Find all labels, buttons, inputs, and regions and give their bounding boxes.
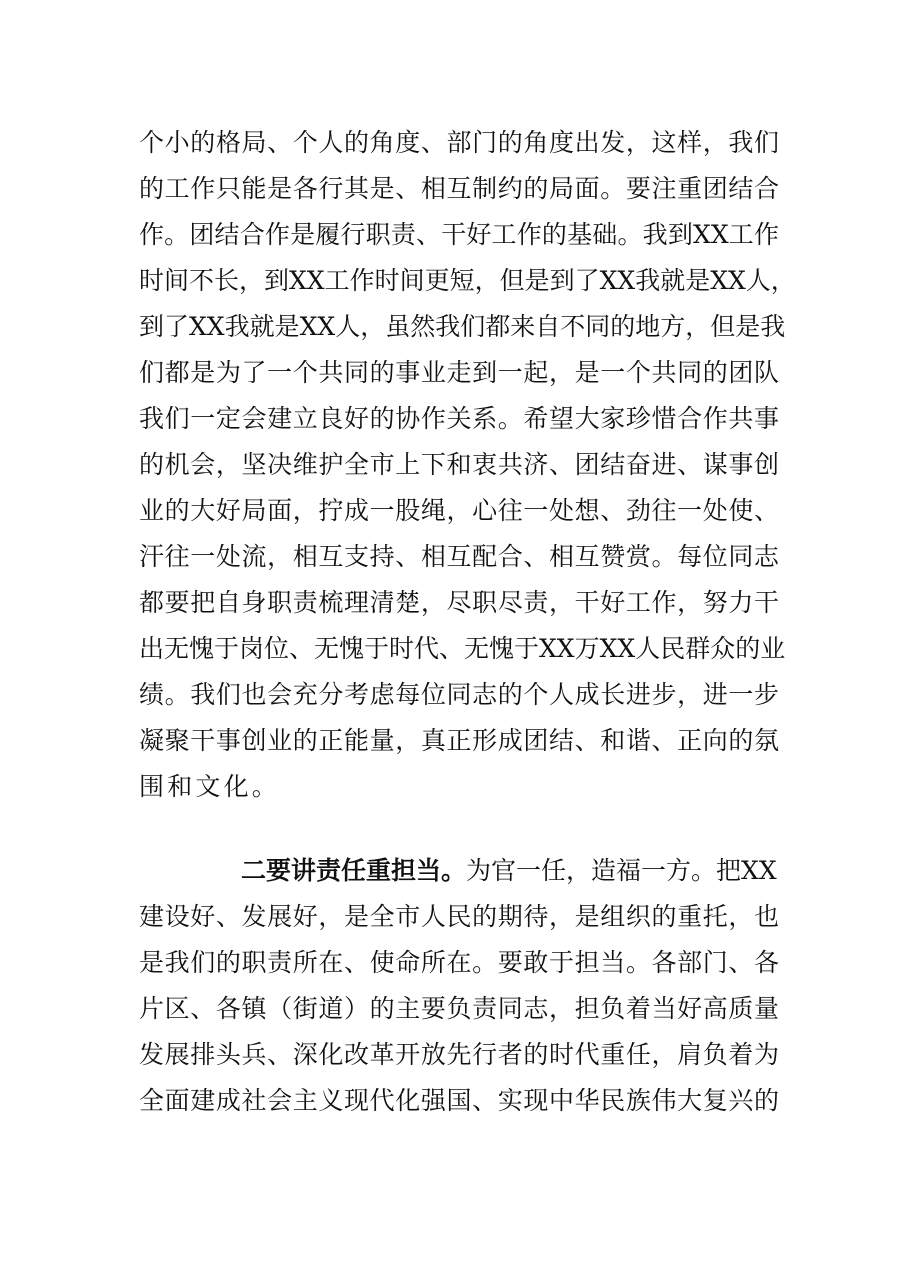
text-line: 个小的格局、个人的角度、部门的角度出发，这样，我们 [139,128,779,157]
text-line [241,849,777,893]
text-line: 是我们的职责所在、使命所在。要敢于担当。各部门、各 [139,948,779,977]
text-line: 汗往一处流，相互支持、相互配合、相互赞赏。每位同志 [139,542,779,571]
heading-line-rest: 为官一任，造福一方。把XX [466,856,777,885]
text-line: 的工作只能是各行其是、相互制约的局面。要注重团结合 [139,174,779,203]
text-line: 的机会，坚决维护全市上下和衷共济、团结奋进、谋事创 [139,450,779,479]
text-line: 时间不长，到XX工作时间更短，但是到了XX我就是XX人， [139,266,796,295]
text-line: 凝聚干事创业的正能量，真正形成团结、和谐、正向的氛 [139,726,779,755]
text-line: 到了XX我就是XX人，虽然我们都来自不同的地方，但是我 [139,312,786,341]
text-line: 作。团结合作是履行职责、干好工作的基础。我到XX工作 [139,220,779,249]
text-line: 绩。我们也会充分考虑每位同志的个人成长进步，进一步 [139,680,779,709]
text-line: 业的大好局面，拧成一股绳，心往一处想、劲往一处使、 [139,496,779,525]
section-heading: 二要讲责任重担当。 [241,856,467,885]
text-line: 我们一定会建立良好的协作关系。希望大家珍惜合作共事 [139,404,779,433]
text-line: 全面建成社会主义现代化强国、实现中华民族伟大复兴的 [139,1086,779,1115]
text-line: 发展排头兵、深化改革开放先行者的时代重任，肩负着为 [139,1040,779,1069]
text-line: 片区、各镇（街道）的主要负责同志，担负着当好高质量 [139,994,779,1023]
text-line: 围和文化。 [139,772,281,801]
text-line: 都要把自身职责梳理清楚，尽职尽责，干好工作，努力干 [139,588,779,617]
text-line: 建设好、发展好，是全市人民的期待，是组织的重托，也 [139,902,779,931]
text-line: 出无愧于岗位、无愧于时代、无愧于XX万XX人民群众的业 [139,634,786,663]
text-line: 们都是为了一个共同的事业走到一起，是一个共同的团队 [139,358,779,387]
